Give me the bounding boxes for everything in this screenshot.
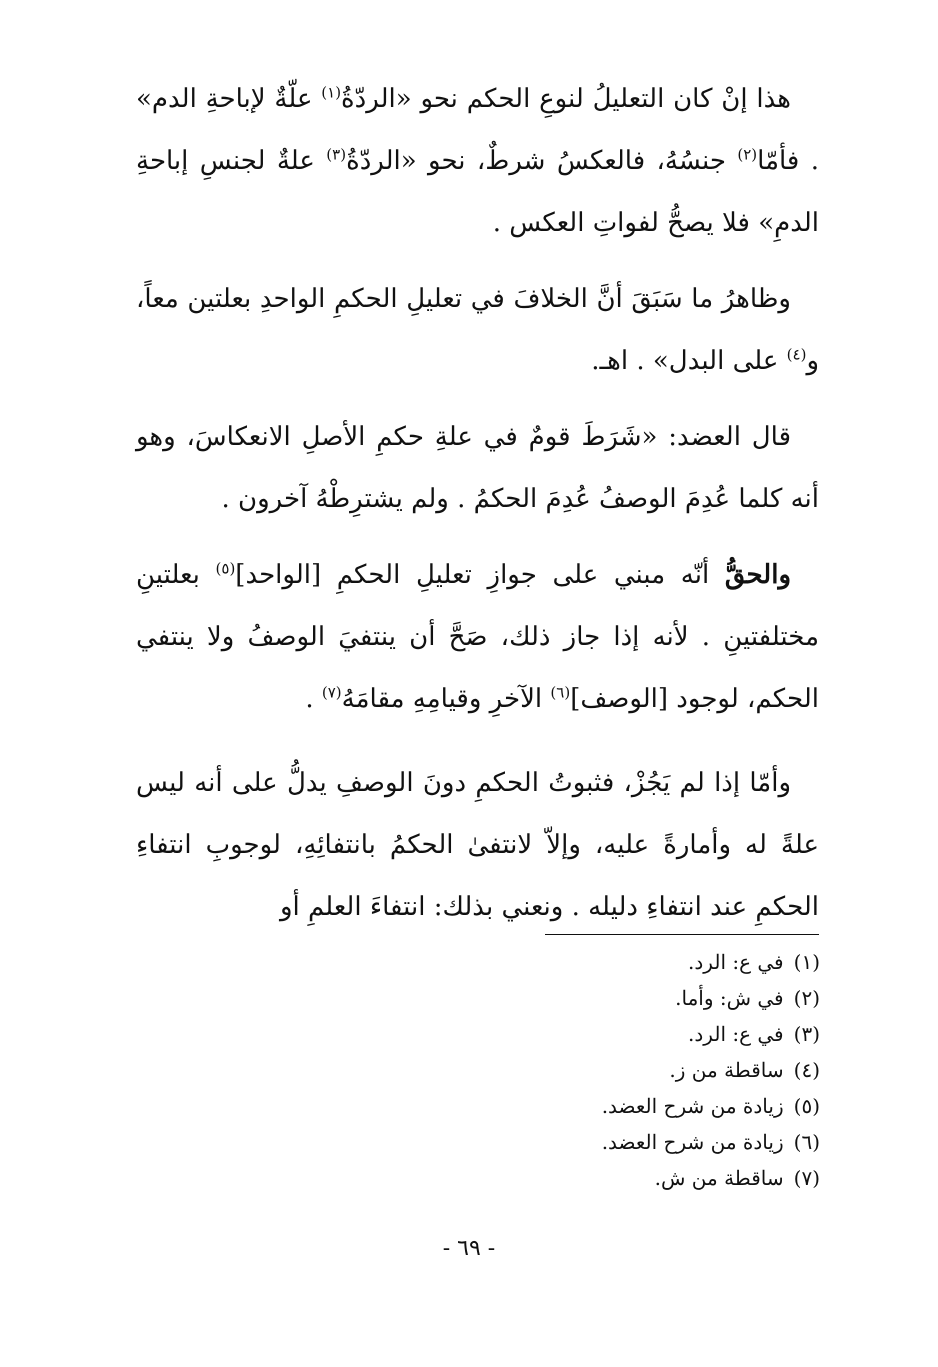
- text-run: .: [305, 684, 322, 714]
- footnote-text: ساقطة من ش.: [654, 1166, 784, 1190]
- footnote-item: [440, 944, 820, 980]
- footnote-marker: (٧): [321, 683, 342, 702]
- footnote-number: (٦): [793, 1130, 820, 1154]
- text-run: بعلتينِ مختلفتينِ . لأنه إذا جاز ذلك، صَحَّ أن ينتفيَ الوصفُ ولا ينتفي الحكم، لوجود [الوصف]: [136, 560, 819, 714]
- footnote-marker: (٣): [326, 145, 347, 164]
- paragraph: [136, 752, 819, 938]
- footnote-marker: (٢): [737, 145, 758, 164]
- text-run: الآخرِ وقيامِهِ مقامَهُ: [341, 684, 551, 714]
- text-run: علّةٌ لإباحةِ الدم» . فأمّا: [136, 84, 819, 176]
- footnote-text: في ش: وأما.: [675, 986, 784, 1010]
- page-number: - ٦٩ -: [442, 1236, 496, 1261]
- footnote-number: (٧): [793, 1166, 820, 1190]
- main-text: [136, 68, 819, 952]
- text-run: على البدل» . اهـ.: [591, 346, 787, 376]
- footnote-number: (٣): [793, 1022, 820, 1046]
- footnote-text: ساقطة من ز.: [669, 1058, 784, 1082]
- footnote-item: [440, 1052, 820, 1088]
- footnote-marker: (٥): [215, 559, 236, 578]
- text-run: هذا إنْ كان التعليلُ لنوعِ الحكم نحو «الردّةُ: [341, 84, 791, 114]
- footnote-number: (٤): [793, 1058, 820, 1082]
- footnote-number: (١): [793, 950, 820, 974]
- footnote-text: زيادة من شرح العضد.: [601, 1094, 784, 1118]
- footnote-item: [440, 1124, 820, 1160]
- footnote-marker: (١): [321, 83, 342, 102]
- footnote-item: [440, 980, 820, 1016]
- footnote-marker: (٦): [550, 683, 571, 702]
- footnote-text: زيادة من شرح العضد.: [601, 1130, 784, 1154]
- text-run: جنسُهُ، فالعكسُ شرطٌ، نحو «الردّةُ: [346, 146, 738, 176]
- footnote-separator: [545, 934, 819, 935]
- footnote-item: [440, 1160, 820, 1196]
- footnotes-list: [440, 944, 820, 1196]
- paragraph: [136, 406, 819, 530]
- paragraph: [136, 544, 819, 730]
- footnote-marker: (٤): [786, 345, 807, 364]
- emphasized-word: والحقُّ: [724, 560, 792, 590]
- footnote-text: في ع: الرد.: [688, 950, 784, 974]
- text-run: علةٌ لجنسِ إباحةِ الدمِ» فلا يصحُّ لفواتِ العكس .: [136, 146, 819, 238]
- paragraph: [136, 268, 819, 392]
- text-run: وظاهرُ ما سَبَقَ أنَّ الخلافَ في تعليلِ الحكمِ الواحدِ بعلتين معاً، و: [136, 284, 819, 376]
- footnote-item: [440, 1088, 820, 1124]
- text-run: أنّه مبني على جوازِ تعليلِ الحكمِ [الواحد]: [235, 560, 725, 590]
- footnote-number: (٢): [793, 986, 820, 1010]
- text-run: قال العضد: «شَرَطَ قومٌ في علةِ حكمِ الأصلِ الانعكاسَ، وهو أنه كلما عُدِمَ الوصفُ عُدِمَ الحكمُ . ولم يشترِطْهُ آخرون .: [136, 422, 819, 514]
- text-run: وأمّا إذا لم يَجُزْ، فثبوتُ الحكمِ دونَ الوصفِ يدلُّ على أنه ليس علةً له وأمارةً عليه، وإلاّ لانتفىٰ الحكمُ بانتفائِهِ، لوجوبِ انتفاءِ الحكمِ عند انتفاءِ دليله . ونعني بذلك: انتفاءَ العلمِ أو: [136, 768, 819, 922]
- footnote-number: (٥): [793, 1094, 820, 1118]
- footnote-text: في ع: الرد.: [688, 1022, 784, 1046]
- paragraph: [136, 68, 819, 254]
- footnote-item: [440, 1016, 820, 1052]
